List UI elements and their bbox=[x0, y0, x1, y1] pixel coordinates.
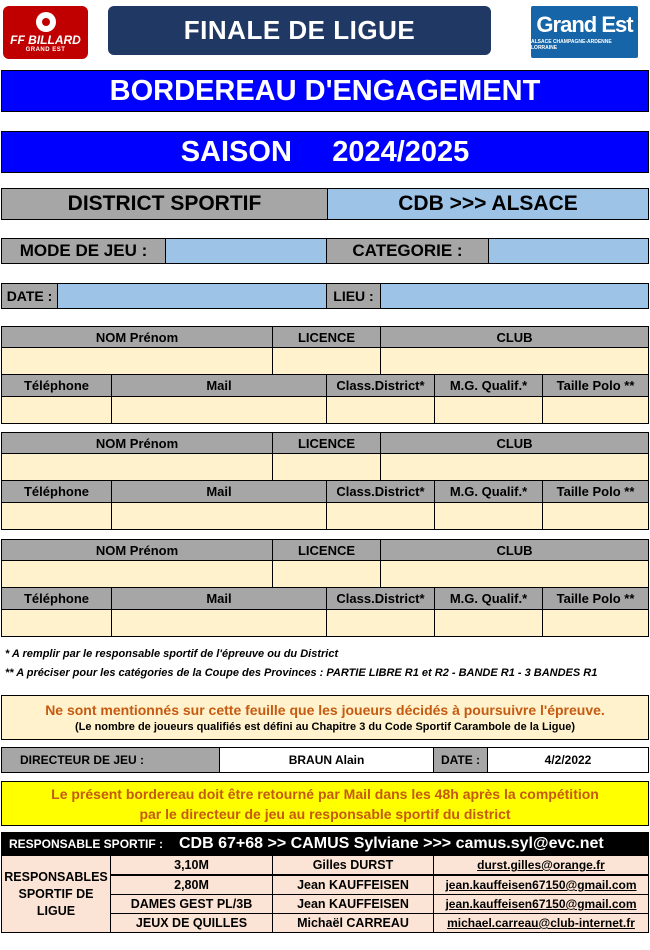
ligue-row3-email-link[interactable]: jean.kauffeisen67150@gmail.com bbox=[433, 894, 649, 914]
player3-header-club: CLUB bbox=[380, 539, 649, 561]
player3-licence-field[interactable] bbox=[272, 560, 381, 588]
player3-taille-polo-field[interactable] bbox=[542, 609, 649, 637]
responsables-ligue-label-line1: RESPONSABLES bbox=[4, 869, 108, 884]
footnote-one: * A remplir par le responsable sportif de l'épreuve ou du District bbox=[5, 648, 339, 660]
logo-right-line1: Grand Est bbox=[536, 12, 633, 37]
ligue-row2-name: Jean KAUFFEISEN bbox=[272, 875, 434, 895]
player1-header-mg-qualif: M.G. Qualif.* bbox=[434, 374, 543, 397]
player3-header-telephone: Téléphone bbox=[1, 587, 112, 610]
player3-nom-field[interactable] bbox=[1, 560, 273, 588]
ligue-row3-category: DAMES GEST PL/3B bbox=[110, 894, 273, 914]
ligue-row1-category: 3,10M bbox=[110, 855, 273, 875]
lieu-field[interactable] bbox=[380, 283, 649, 309]
player1-class-district-field[interactable] bbox=[326, 396, 435, 424]
ligue-row4-email-link[interactable]: michael.carreau@club-internet.fr bbox=[433, 913, 649, 933]
ligue-row2-category: 2,80M bbox=[110, 875, 273, 895]
player1-club-field[interactable] bbox=[380, 347, 649, 375]
players-notice bbox=[1, 695, 649, 740]
player2-nom-field[interactable] bbox=[1, 453, 273, 481]
player3-telephone-field[interactable] bbox=[1, 609, 112, 637]
player2-header-mail: Mail bbox=[111, 480, 327, 503]
notice-line1: Ne sont mentionnés sur cette feuille que les joueurs décidés à poursuivre l'épreuve. bbox=[45, 702, 605, 718]
mode-de-jeu-field[interactable] bbox=[165, 238, 327, 264]
player2-mg-qualif-field[interactable] bbox=[434, 502, 543, 530]
player3-header-licence: LICENCE bbox=[272, 539, 381, 561]
responsable-sportif-label: RESPONSABLE SPORTIF : bbox=[9, 836, 164, 851]
player2-class-district-field[interactable] bbox=[326, 502, 435, 530]
return-notice bbox=[1, 781, 649, 826]
player3-mail-field[interactable] bbox=[111, 609, 327, 637]
player2-header-mg-qualif: M.G. Qualif.* bbox=[434, 480, 543, 503]
categorie-field[interactable] bbox=[488, 238, 649, 264]
player1-mg-qualif-field[interactable] bbox=[434, 396, 543, 424]
player3-header-mg-qualif: M.G. Qualif.* bbox=[434, 587, 543, 610]
footnote-two: ** A préciser pour les catégories de la Coupe des Provinces : PARTIE LIBRE R1 et R2 - BANDE R1 - 3 BANDES R1 bbox=[5, 667, 598, 679]
district-value: CDB >>> ALSACE bbox=[327, 188, 649, 220]
ligue-row1-email-link[interactable]: durst.gilles@orange.fr bbox=[433, 855, 649, 875]
district-label: DISTRICT SPORTIF bbox=[1, 188, 328, 220]
ff-billard-logo bbox=[3, 6, 88, 59]
categorie-label: CATEGORIE : bbox=[326, 238, 489, 264]
player1-header-mail: Mail bbox=[111, 374, 327, 397]
ligue-row1-name: Gilles DURST bbox=[272, 855, 434, 875]
billiard-ball-icon bbox=[36, 12, 56, 32]
player2-header-nom: NOM Prénom bbox=[1, 432, 273, 454]
date-field[interactable] bbox=[57, 283, 327, 309]
return-notice-line2: par le directeur de jeu au responsable sportif du district bbox=[139, 805, 511, 822]
player2-mail-field[interactable] bbox=[111, 502, 327, 530]
player1-nom-field[interactable] bbox=[1, 347, 273, 375]
responsables-ligue-label-line2: SPORTIF DE bbox=[18, 886, 94, 901]
player3-header-class-district: Class.District* bbox=[326, 587, 435, 610]
player1-header-taille-polo: Taille Polo ** bbox=[542, 374, 649, 397]
grand-est-logo bbox=[531, 6, 638, 58]
date-label: DATE : bbox=[1, 283, 58, 309]
saison-band: SAISON 2024/2025 bbox=[1, 131, 649, 173]
player2-header-taille-polo: Taille Polo ** bbox=[542, 480, 649, 503]
player2-header-licence: LICENCE bbox=[272, 432, 381, 454]
player3-header-mail: Mail bbox=[111, 587, 327, 610]
player1-header-telephone: Téléphone bbox=[1, 374, 112, 397]
directeur-label: DIRECTEUR DE JEU : bbox=[1, 747, 220, 773]
player3-club-field[interactable] bbox=[380, 560, 649, 588]
player1-mail-field[interactable] bbox=[111, 396, 327, 424]
player1-header-licence: LICENCE bbox=[272, 326, 381, 348]
logo-right-line2: ALSACE CHAMPAGNE-ARDENNE LORRAINE bbox=[531, 39, 612, 51]
responsable-sportif-value[interactable]: CDB 67+68 >> CAMUS Sylviane >>> camus.syl@evc.net bbox=[179, 834, 604, 852]
player1-licence-field[interactable] bbox=[272, 347, 381, 375]
responsables-ligue-label bbox=[1, 855, 111, 933]
return-notice-line1: Le présent bordereau doit être retourné par Mail dans les 48h après la compétition bbox=[51, 785, 599, 802]
ligue-row4-name: Michaël CARREAU bbox=[272, 913, 434, 933]
player3-header-nom: NOM Prénom bbox=[1, 539, 273, 561]
player2-header-telephone: Téléphone bbox=[1, 480, 112, 503]
logo-left-line2: GRAND EST bbox=[25, 47, 66, 53]
responsable-sportif-bar bbox=[1, 832, 649, 855]
notice-line2: (Le nombre de joueurs qualifiés est défini au Chapitre 3 du Code Sportif Carambole de la Ligue) bbox=[75, 721, 575, 733]
ligue-row3-name: Jean KAUFFEISEN bbox=[272, 894, 434, 914]
mode-de-jeu-label: MODE DE JEU : bbox=[1, 238, 166, 264]
player1-taille-polo-field[interactable] bbox=[542, 396, 649, 424]
player2-licence-field[interactable] bbox=[272, 453, 381, 481]
bordereau-band: BORDEREAU D'ENGAGEMENT bbox=[1, 70, 649, 112]
player2-telephone-field[interactable] bbox=[1, 502, 112, 530]
player1-header-club: CLUB bbox=[380, 326, 649, 348]
directeur-date-value[interactable]: 4/2/2022 bbox=[487, 747, 649, 773]
directeur-name[interactable]: BRAUN Alain bbox=[219, 747, 434, 773]
player1-header-class-district: Class.District* bbox=[326, 374, 435, 397]
player3-mg-qualif-field[interactable] bbox=[434, 609, 543, 637]
page-title: FINALE DE LIGUE bbox=[108, 6, 491, 55]
responsables-ligue-label-line3: LIGUE bbox=[36, 903, 76, 918]
logo-left-line1: FF BILLARD bbox=[10, 33, 81, 47]
player2-club-field[interactable] bbox=[380, 453, 649, 481]
ligue-row4-category: JEUX DE QUILLES bbox=[110, 913, 273, 933]
ligue-row2-email-link[interactable]: jean.kauffeisen67150@gmail.com bbox=[433, 875, 649, 895]
directeur-date-label: DATE : bbox=[433, 747, 488, 773]
player3-header-taille-polo: Taille Polo ** bbox=[542, 587, 649, 610]
player3-class-district-field[interactable] bbox=[326, 609, 435, 637]
player2-taille-polo-field[interactable] bbox=[542, 502, 649, 530]
player2-header-club: CLUB bbox=[380, 432, 649, 454]
player1-telephone-field[interactable] bbox=[1, 396, 112, 424]
player2-header-class-district: Class.District* bbox=[326, 480, 435, 503]
player1-header-nom: NOM Prénom bbox=[1, 326, 273, 348]
lieu-label: LIEU : bbox=[326, 283, 381, 309]
